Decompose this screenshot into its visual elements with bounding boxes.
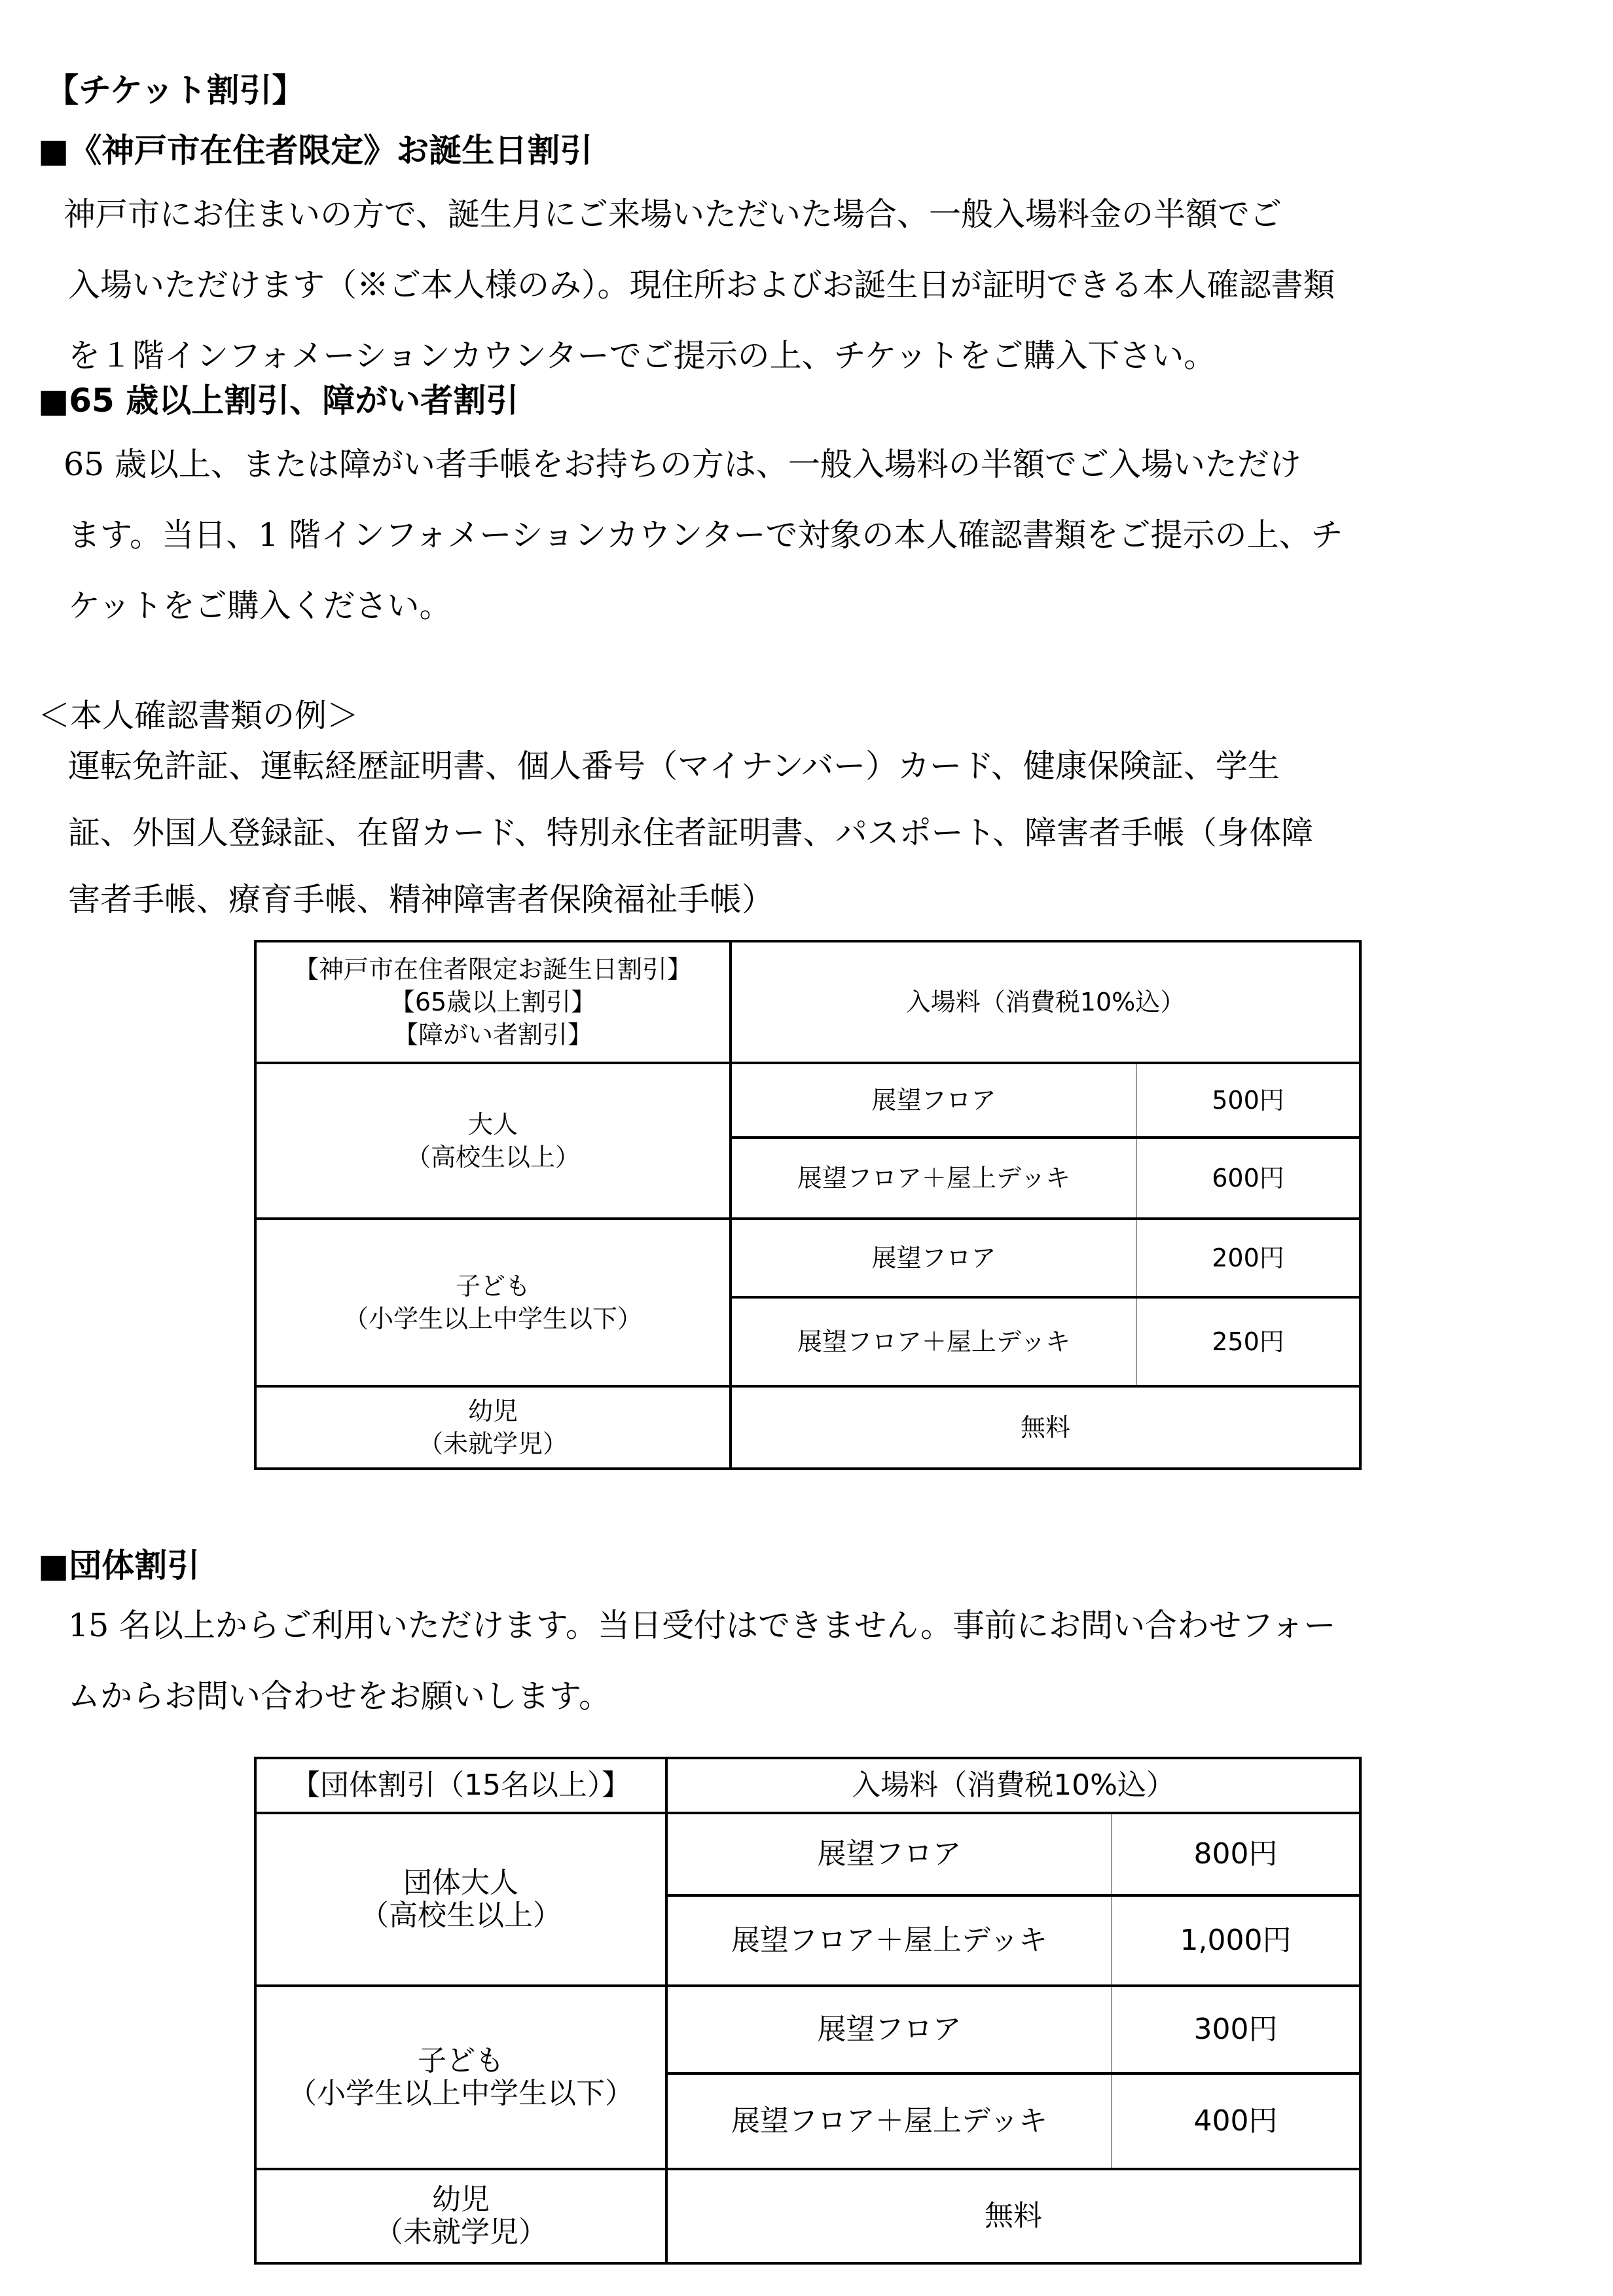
category-child	[255, 1986, 666, 2169]
header-line: 【障がい者割引】	[393, 1020, 592, 1049]
header-line: 【神戸市在住者限定お誕生日割引】	[293, 955, 692, 984]
category-sublabel: （高校生以上）	[360, 1899, 562, 1932]
table-row	[255, 1386, 1360, 1469]
group-discount-heading: ■団体割引	[38, 1547, 200, 1585]
category-sublabel: （未就学児）	[418, 1429, 568, 1458]
floor-cell: 展望フロア	[731, 1219, 1136, 1297]
category-infant	[255, 2169, 666, 2263]
header-line: 【65歳以上割引】	[390, 988, 596, 1016]
senior-disability-paragraph	[31, 429, 1343, 641]
price-cell: 500円	[1136, 1063, 1360, 1138]
paragraph-line: 神戸市にお住まいの方で、誕生月にご来場いただいた場合、一般入場料金の半額でご	[31, 196, 1282, 233]
table-header-row	[255, 1758, 1360, 1813]
category-label: 幼児	[432, 2183, 490, 2216]
category-child	[255, 1219, 731, 1386]
category-label: 子ども	[418, 2044, 504, 2077]
table-row	[255, 1219, 1360, 1297]
table-row	[255, 1813, 1360, 1895]
price-cell: 600円	[1136, 1138, 1360, 1219]
price-cell: 200円	[1136, 1219, 1360, 1297]
table-header-price: 入場料（消費税10%込）	[666, 1758, 1360, 1813]
price-cell: 400円	[1112, 2073, 1360, 2169]
paragraph-line: ムからお問い合わせをお願いします。	[68, 1677, 611, 1715]
group-price-table	[254, 1757, 1362, 2265]
table-header-left: 【団体割引（15名以上）】	[255, 1758, 666, 1813]
category-sublabel: （小学生以上中学生以下）	[343, 1304, 642, 1333]
paragraph-line: 害者手帳、療育手帳、精神障害者保険福祉手帳）	[68, 881, 774, 918]
id-documents-list	[68, 733, 1313, 933]
table-row	[255, 1063, 1360, 1138]
category-label: 大人	[467, 1110, 518, 1139]
category-adult	[255, 1063, 731, 1219]
price-cell: 300円	[1112, 1986, 1360, 2073]
birthday-discount-heading: ■《神戸市在住者限定》お誕生日割引	[38, 132, 593, 170]
table-header-left	[255, 941, 731, 1063]
birthday-discount-paragraph	[31, 179, 1335, 391]
floor-cell: 展望フロア	[666, 1813, 1112, 1895]
senior-disability-heading: ■65 歳以上割引、障がい者割引	[38, 382, 519, 420]
floor-cell: 展望フロア＋屋上デッキ	[666, 2073, 1112, 2169]
id-documents-title: ＜本人確認書類の例＞	[38, 697, 359, 734]
price-cell: 250円	[1136, 1297, 1360, 1386]
table-row	[255, 2169, 1360, 2263]
category-sublabel: （小学生以上中学生以下）	[288, 2077, 634, 2110]
paragraph-line: 65 歳以上、または障がい者手帳をお持ちの方は、一般入場料の半額でご入場いただけ	[31, 446, 1301, 483]
category-infant	[255, 1386, 731, 1469]
floor-cell: 展望フロア＋屋上デッキ	[731, 1297, 1136, 1386]
table-header-row	[255, 941, 1360, 1063]
category-label: 団体大人	[403, 1866, 518, 1899]
paragraph-line: を１階インフォメーションカウンターでご提示の上、チケットをご購入下さい。	[68, 337, 1216, 374]
paragraph-line: 運転免許証、運転経歴証明書、個人番号（マイナンバー）カード、健康保険証、学生	[68, 747, 1280, 785]
floor-cell: 展望フロア	[666, 1986, 1112, 2073]
category-sublabel: （高校生以上）	[405, 1143, 580, 1172]
price-cell-free: 無料	[731, 1386, 1360, 1469]
price-cell: 800円	[1112, 1813, 1360, 1895]
paragraph-line: ケットをご購入ください。	[68, 587, 452, 624]
floor-cell: 展望フロア＋屋上デッキ	[666, 1895, 1112, 1986]
table-header-price: 入場料（消費税10%込）	[731, 941, 1360, 1063]
category-label: 幼児	[467, 1397, 518, 1426]
price-cell: 1,000円	[1112, 1895, 1360, 1986]
category-group-adult	[255, 1813, 666, 1986]
floor-cell: 展望フロア	[731, 1063, 1136, 1138]
table-row	[255, 1986, 1360, 2073]
price-cell-free: 無料	[666, 2169, 1360, 2263]
paragraph-line: 証、外国人登録証、在留カード、特別永住者証明書、パスポート、障害者手帳（身体障	[68, 814, 1314, 852]
category-sublabel: （未就学児）	[374, 2215, 547, 2249]
discount-price-table	[254, 940, 1362, 1470]
category-label: 子ども	[455, 1272, 530, 1300]
paragraph-line: 入場いただけます（※ご本人様のみ）。現住所およびお誕生日が証明できる本人確認書類	[68, 266, 1335, 304]
floor-cell: 展望フロア＋屋上デッキ	[731, 1138, 1136, 1219]
group-discount-paragraph	[68, 1590, 1336, 1732]
section-title: 【チケット割引】	[46, 71, 305, 109]
paragraph-line: 15 名以上からご利用いただけます。当日受付はできません。事前にお問い合わせフォー	[68, 1607, 1336, 1644]
paragraph-line: ます。当日、1 階インフォメーションカウンターで対象の本人確認書類をご提示の上、チ	[68, 516, 1343, 554]
